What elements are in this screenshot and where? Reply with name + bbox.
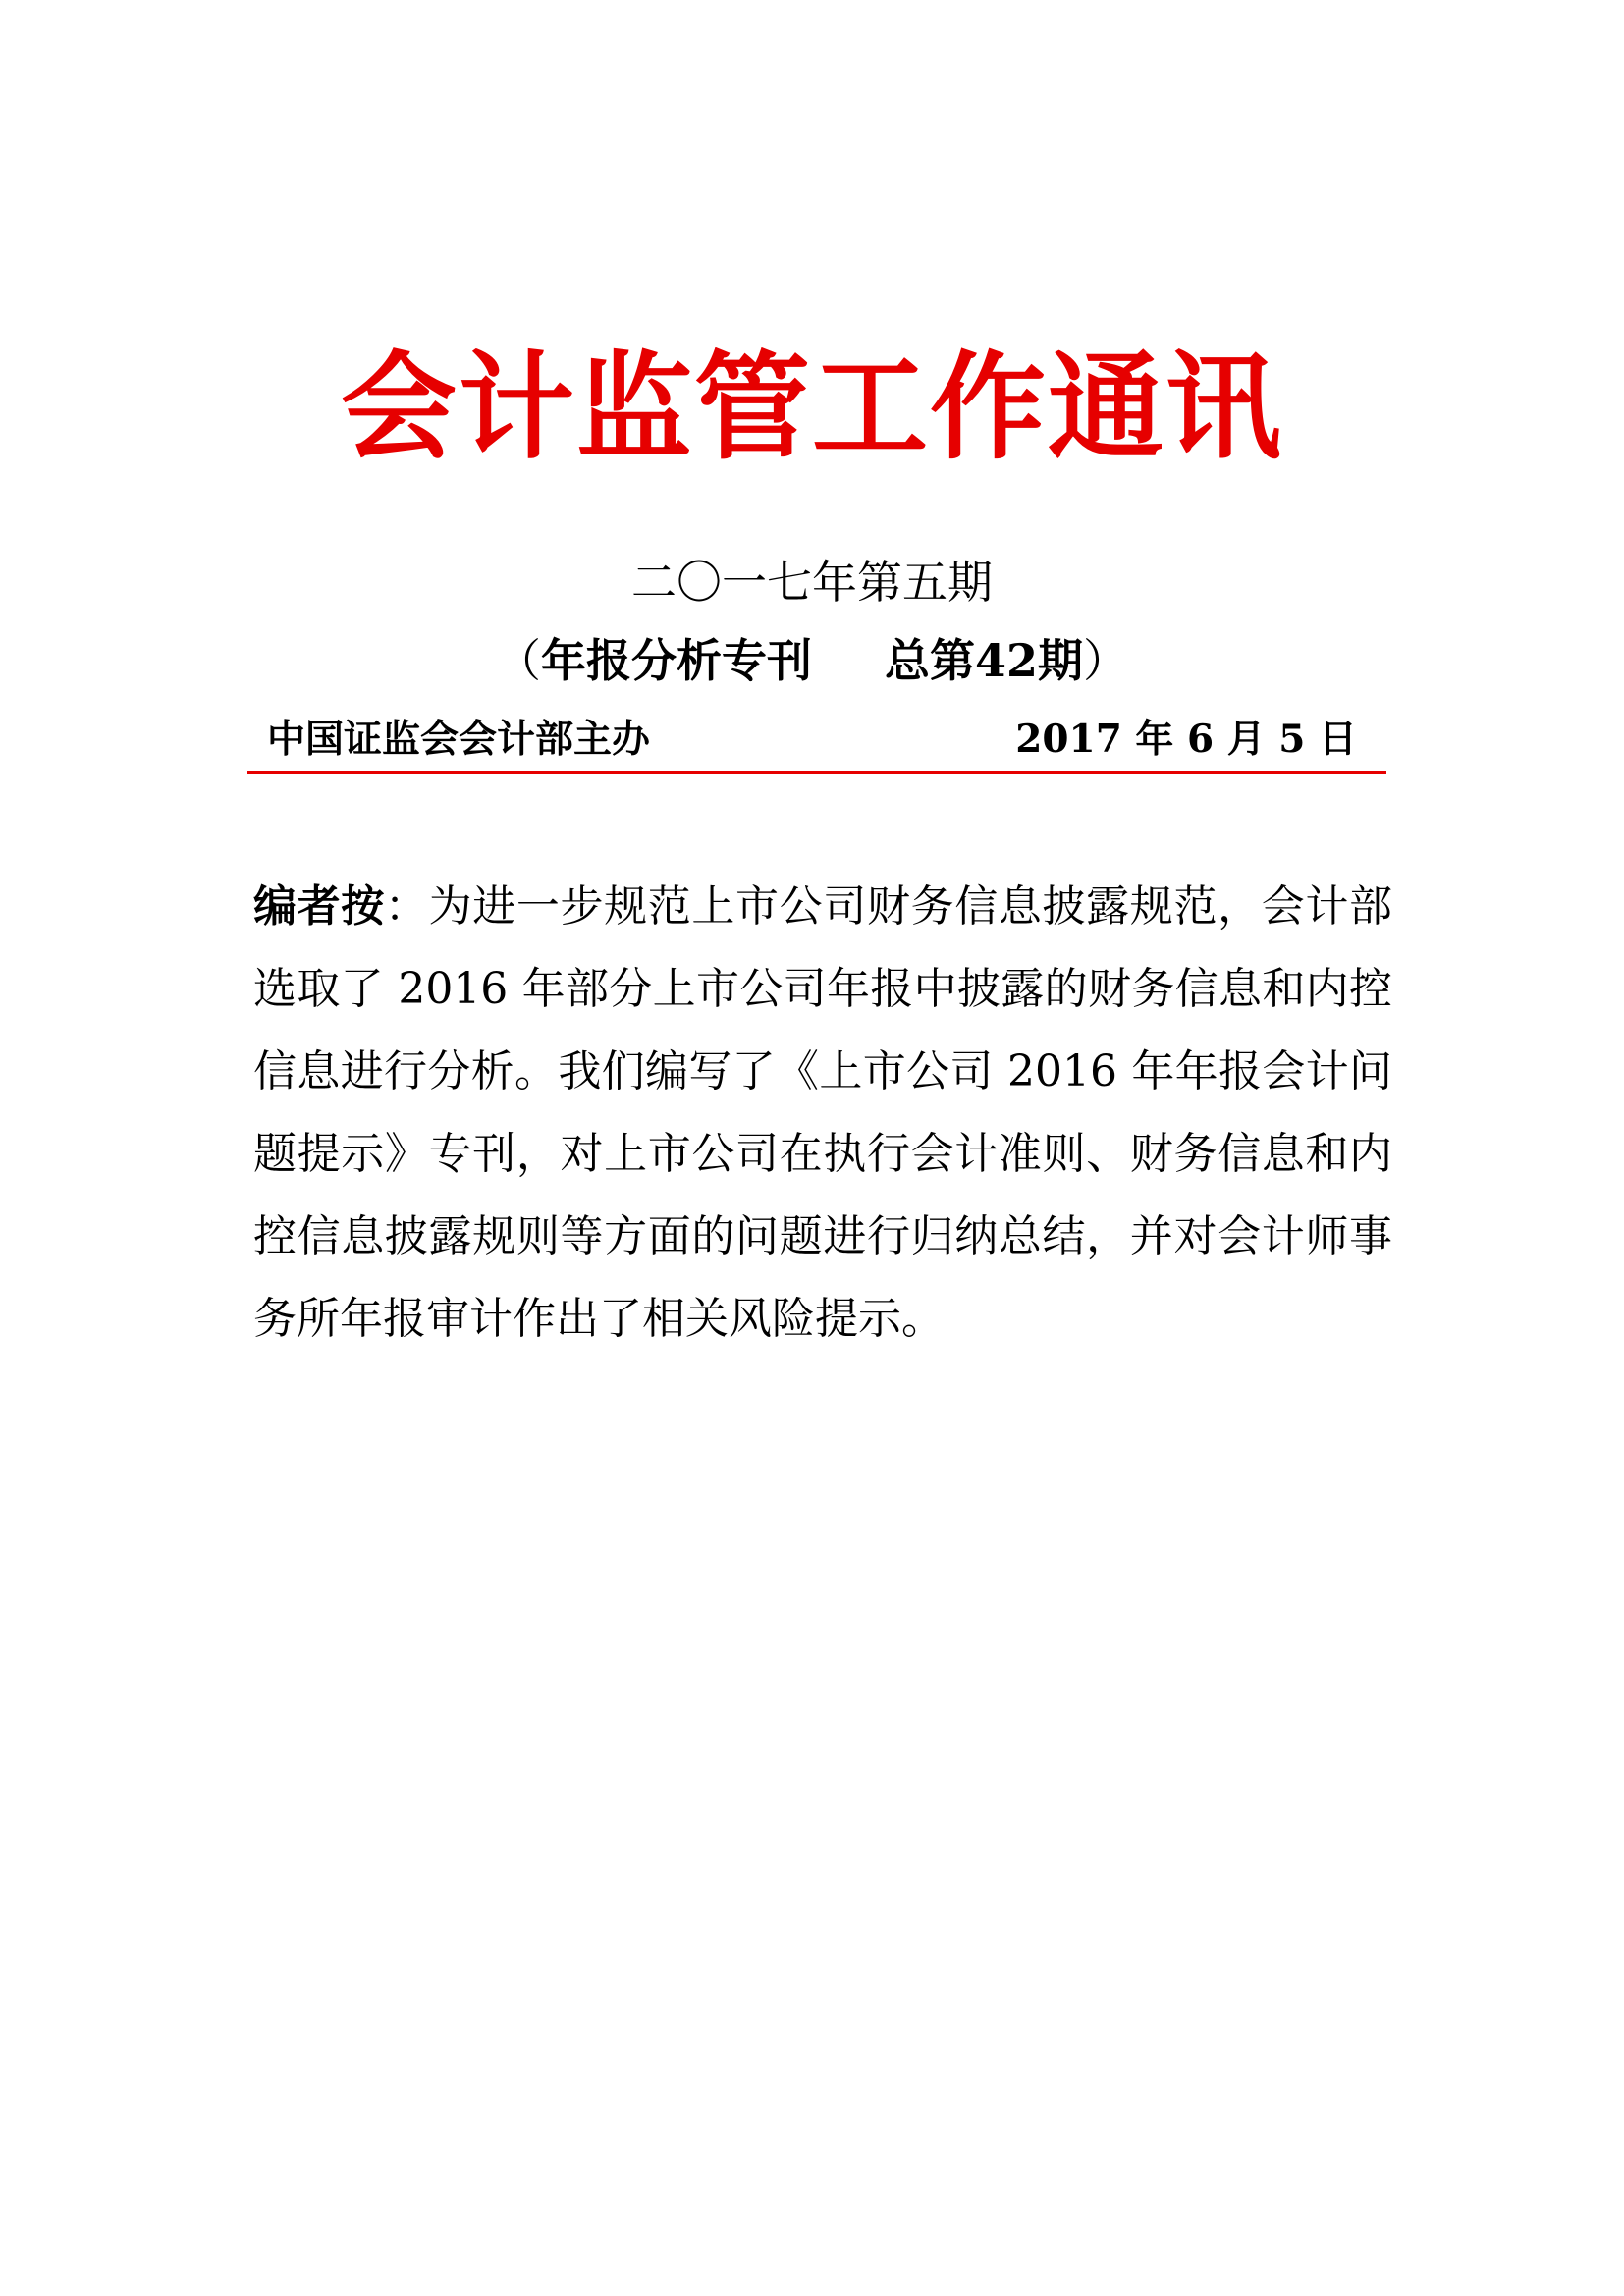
editor-note-colon: ： [384, 881, 429, 932]
total-issue-suffix: 期 [1038, 634, 1083, 687]
organizer: 中国证监会会计部主办 [267, 717, 651, 762]
masthead-title: 会计监管工作通讯 [340, 340, 1283, 475]
publication-date: 2017 年 6 月 5 日 [1015, 717, 1357, 762]
header-divider [247, 771, 1386, 774]
issue-number: 二〇一七年第五期 [631, 556, 993, 609]
publication-header [267, 714, 1357, 765]
open-paren: （ [495, 634, 541, 687]
special-issue-line [0, 631, 1624, 690]
editor-note [253, 866, 1392, 1361]
close-paren: ） [1083, 634, 1128, 687]
total-issue-prefix: 总第 [884, 634, 975, 687]
total-issue-number: 42 [974, 634, 1038, 687]
editor-note-label: 编者按 [253, 881, 385, 932]
editor-note-text: 为进一步规范上市公司财务信息披露规范，会计部选取了 2016 年部分上市公司年报中披露的财务信息和内控信息进行分析。我们编写了《上市公司 2016 年年报会计问题提示》专刊，对上市公司在执行会计准则、财务信息和内控信息披露规则等方面的问题进行归纳总结，并对会计师事务所年报审计作出了相关风险提示。 [253, 881, 1393, 1344]
special-issue-name: 年报分析专刊 [540, 634, 812, 687]
